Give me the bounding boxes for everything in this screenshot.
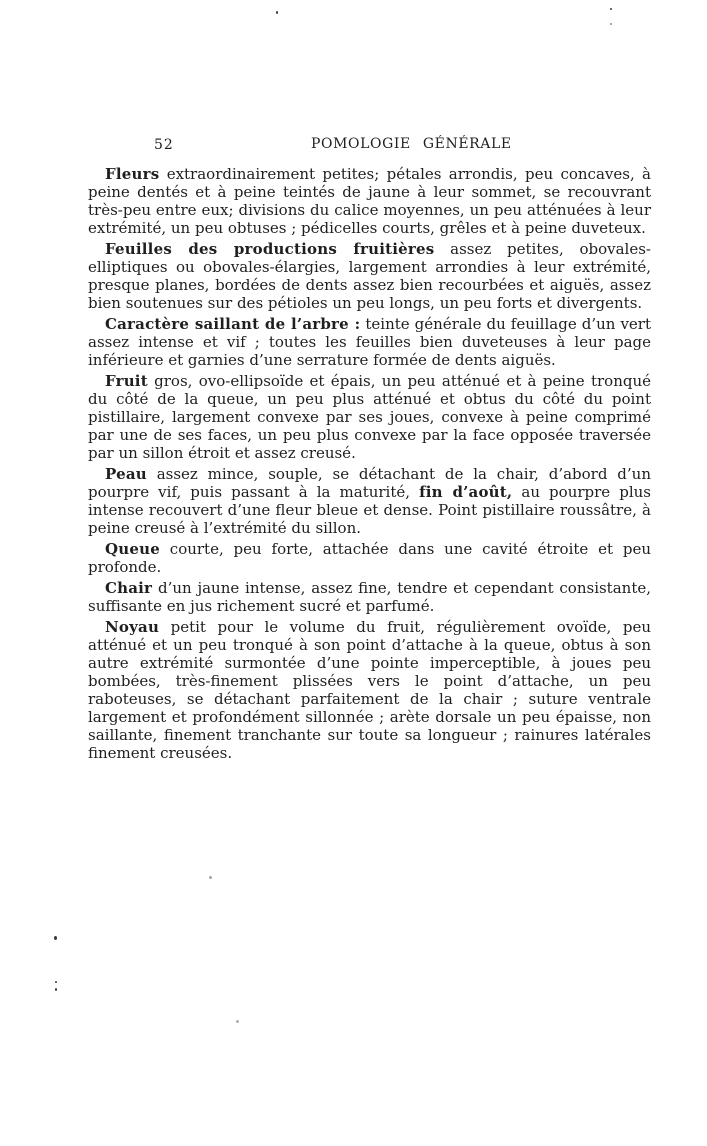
paragraph-text: teinte générale du feuillage d’un vert assez intense et vif ; toutes les feuilles bien duveteuses à leur page inférieure et garnies d’une serrature formée de dents aiguës.	[88, 315, 652, 369]
paragraph-text: courte, peu forte, attachée dans une cavité étroite et peu profonde.	[88, 540, 651, 576]
paragraph-lead: fin d’août,	[419, 483, 513, 501]
paragraph-text: assez mince, souple, se détachant de la chair, d’abord d’un pourpre vif, puis passant à la maturité,	[88, 465, 651, 501]
scan-speck	[610, 23, 612, 25]
paragraph-4	[88, 465, 651, 537]
paragraph-3	[88, 372, 651, 462]
paragraph-lead: Fleurs	[105, 165, 160, 183]
paragraph-lead: Feuilles des productions fruitières	[105, 240, 435, 258]
scan-speck	[236, 1020, 239, 1023]
paragraph-lead: Caractère saillant de l’arbre :	[105, 315, 361, 333]
scan-speck	[54, 936, 57, 940]
scan-speck	[610, 8, 612, 10]
paragraph-text: petit pour le volume du fruit, régulièrement ovoïde, peu atténué et un peu tronqué à son point d’attache à la queue, obtus à son autre extrémité surmontée d’une pointe imperceptible, à joues peu bombées, très-finement plissées vers le point d’attache, un peu raboteuses, se détachant parfaitement de la chair ; suture ventrale largement et profondément sillonnée ; arète dorsale un peu épaisse, non saillante, finement tranchante sur toute sa longueur ; rainures latérales finement creusées.	[88, 618, 651, 762]
paragraph-7	[88, 618, 651, 762]
paragraph-lead: Peau	[105, 465, 147, 483]
paragraph-lead: Noyau	[105, 618, 160, 636]
scan-speck	[276, 11, 278, 14]
paragraph-text: assez petites, obovales-elliptiques ou obovales-élargies, largement arrondies à leur extrémité, presque planes, bordées de dents assez bien recourbées et aiguës, assez bien soutenues sur des pétioles un peu longs, un peu forts et divergents.	[88, 240, 651, 312]
text-block	[88, 165, 651, 765]
paragraph-2	[88, 315, 651, 369]
paragraph-text: gros, ovo-ellipsoïde et épais, un peu atténué et à peine tronqué du côté de la queue, un peu plus atténué et obtus du côté du point pistillaire, largement convexe par ses joues, convexe à peine comprimé par une de ses faces, un peu plus convexe par la face opposée traversée par un sillon étroit et assez creusé.	[88, 372, 651, 462]
paragraph-text: d’un jaune intense, assez fine, tendre et cependant consistante, suffisante en jus richement sucré et parfumé.	[88, 579, 651, 615]
running-title: POMOLOGIE GÉNÉRALE	[311, 136, 512, 152]
paragraph-lead: Queue	[105, 540, 160, 558]
paragraph-lead: Fruit	[105, 372, 148, 390]
paragraph-0	[88, 165, 651, 237]
paragraph-lead: Chair	[105, 579, 153, 597]
paragraph-text: au pourpre plus intense recouvert d’une fleur bleue et dense. Point pistillaire roussâtre, à peine creusé à l’extrémité du sillon.	[88, 483, 651, 537]
paragraph-text: extraordinairement petites; pétales arrondis, peu concaves, à peine dentés et à peine teintés de jaune à leur sommet, se recouvrant très-peu entre eux; divisions du calice moyennes, un peu atténuées à leur extrémité, un peu obtuses ; pédicelles courts, grêles et à peine duveteux.	[88, 165, 651, 237]
page-number: 52	[154, 137, 174, 153]
paragraph-5	[88, 540, 651, 576]
scan-speck	[55, 981, 57, 983]
paragraph-1	[88, 240, 651, 312]
scan-speck	[209, 876, 212, 879]
paragraph-6	[88, 579, 651, 615]
scan-speck	[55, 988, 57, 991]
